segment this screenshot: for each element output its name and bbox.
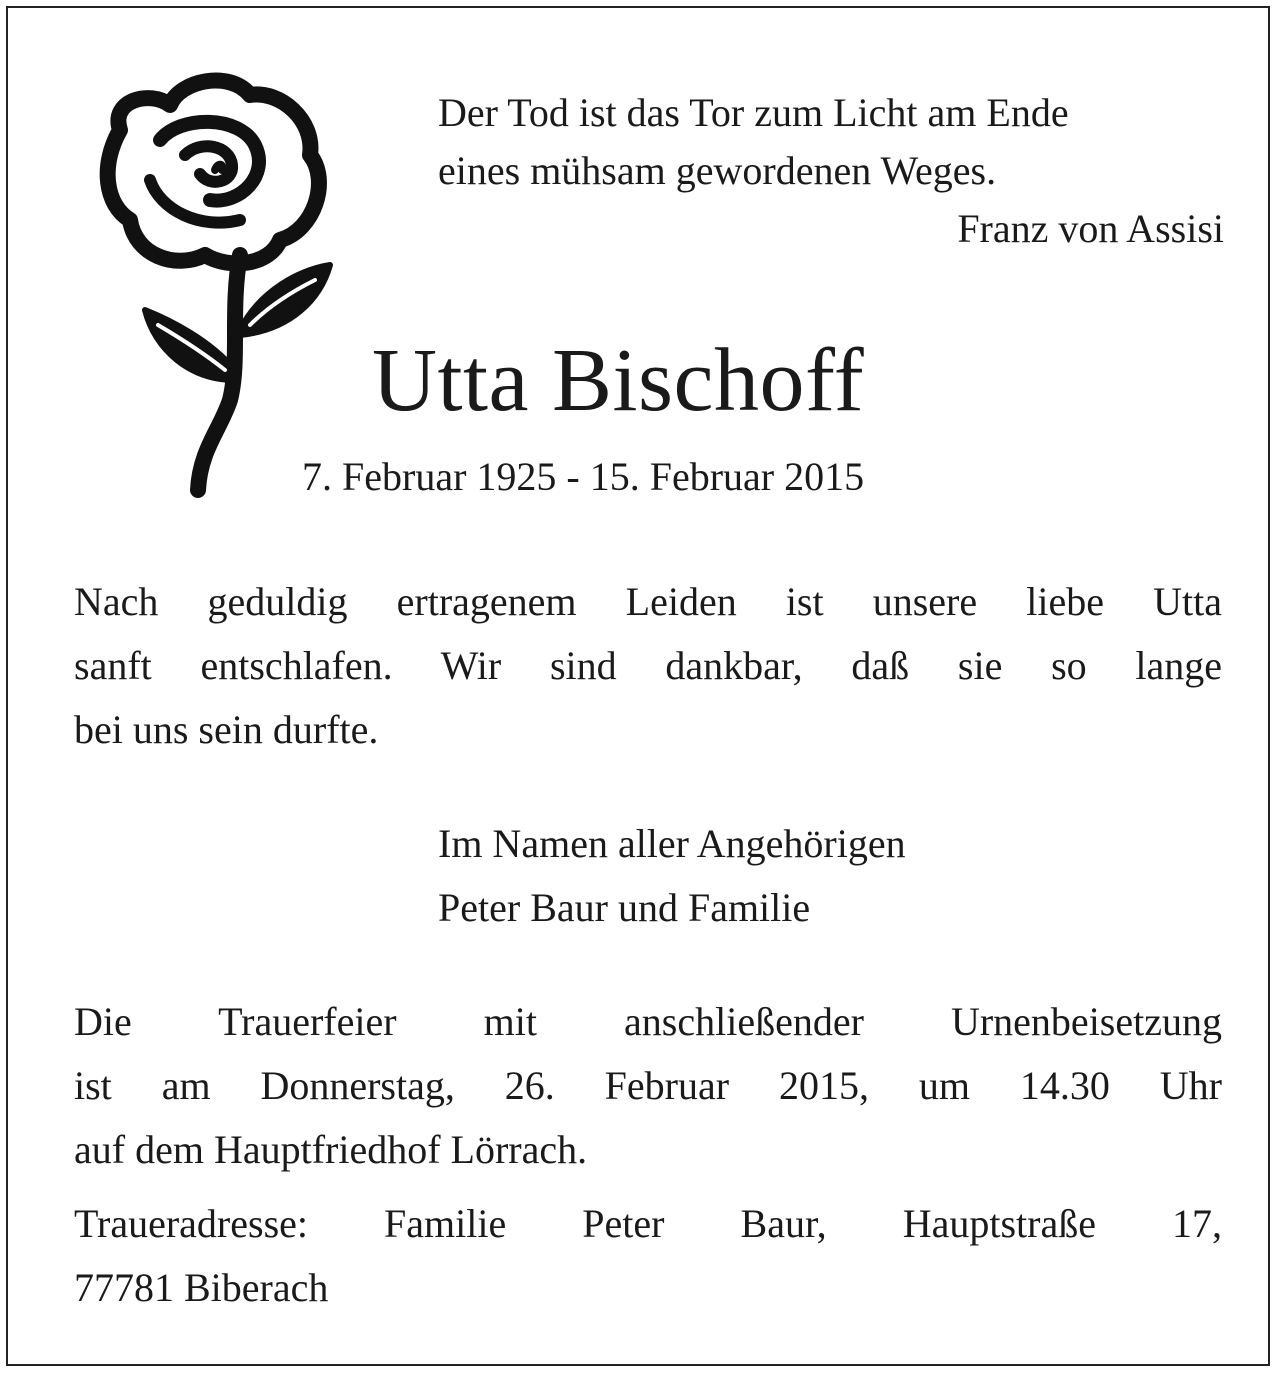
quote-line: Der Tod ist das Tor zum Licht am Ende <box>438 90 1069 135</box>
address-paragraph <box>74 1192 1222 1320</box>
signature-block <box>438 812 906 940</box>
quote-author: Franz von Assisi <box>957 206 1224 251</box>
address-line: Traueradresse: Familie Peter Baur, Hauptstraße 17, <box>74 1201 1222 1246</box>
deceased-name: Utta Bischoff <box>372 331 865 430</box>
funeral-paragraph <box>74 990 1222 1182</box>
life-dates: 7. Februar 1925 - 15. Februar 2015 <box>302 454 865 499</box>
funeral-line: ist am Donnerstag, 26. Februar 2015, um 14.30 Uhr <box>74 1063 1222 1108</box>
quote-line: eines mühsam gewordenen Weges. <box>438 148 997 193</box>
funeral-line: Die Trauerfeier mit anschließender Urnenbeisetzung <box>74 999 1222 1044</box>
signature-line: Peter Baur und Familie <box>438 885 811 930</box>
message-line: Nach geduldig ertragenem Leiden ist unsere liebe Utta <box>74 579 1222 624</box>
message-paragraph <box>74 570 1222 762</box>
quote-block <box>438 84 1228 258</box>
signature-line: Im Namen aller Angehörigen <box>438 821 906 866</box>
funeral-line: auf dem Hauptfriedhof Lörrach. <box>74 1127 588 1172</box>
message-line: sanft entschlafen. Wir sind dankbar, daß sie so lange <box>74 643 1222 688</box>
message-line: bei uns sein durfte. <box>74 707 379 752</box>
address-line: 77781 Biberach <box>74 1265 329 1310</box>
rose-icon <box>90 70 340 500</box>
